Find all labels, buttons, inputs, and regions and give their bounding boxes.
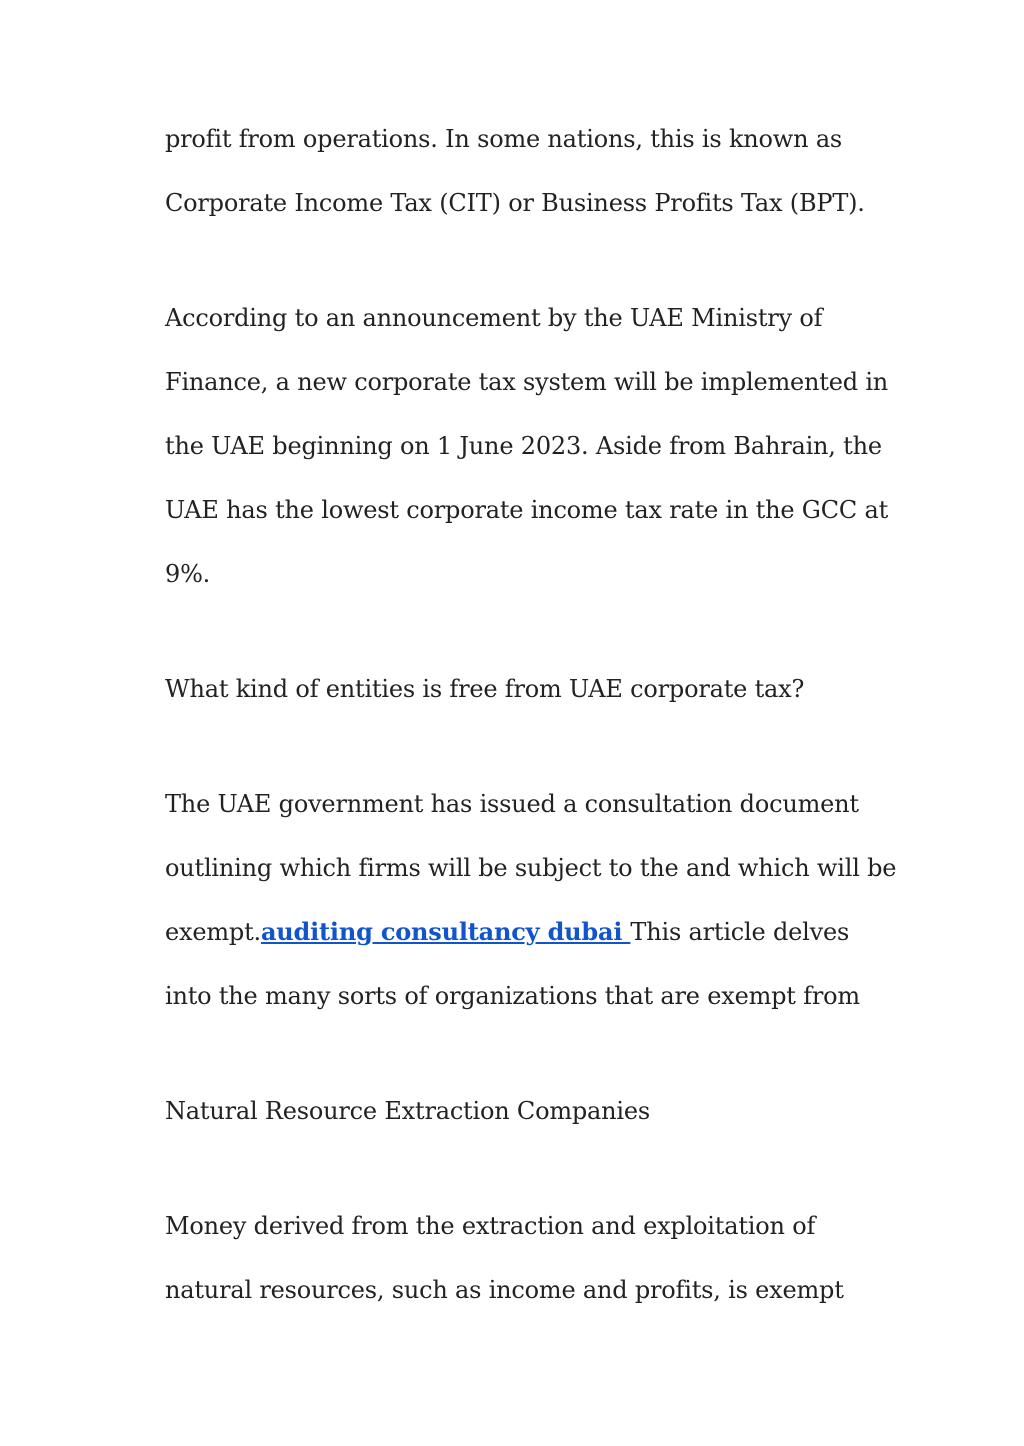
paragraph-line-with-link [165, 917, 849, 947]
auditing-consultancy-link[interactable]: auditing consultancy dubai [260, 917, 631, 946]
paragraph-line: Money derived from the extraction and exploitation of [165, 1212, 816, 1240]
line-text-before-link: exempt. [165, 918, 261, 946]
paragraph-line: Corporate Income Tax (CIT) or Business Profits Tax (BPT). [165, 189, 865, 217]
section-heading: Natural Resource Extraction Companies [165, 1097, 651, 1125]
paragraph-line: According to an announcement by the UAE Ministry of [165, 304, 823, 332]
paragraph-line: into the many sorts of organizations that are exempt from [165, 982, 860, 1010]
paragraph-line: Finance, a new corporate tax system will be implemented in [165, 368, 889, 396]
paragraph-line: the UAE beginning on 1 June 2023. Aside from Bahrain, the [165, 432, 882, 460]
paragraph-line: profit from operations. In some nations, this is known as [165, 125, 843, 153]
section-heading: What kind of entities is free from UAE corporate tax? [165, 675, 805, 703]
paragraph-line: outlining which firms will be subject to the and which will be [165, 854, 897, 882]
paragraph-line: 9%. [165, 560, 211, 588]
paragraph-line: UAE has the lowest corporate income tax rate in the GCC at [165, 496, 889, 524]
paragraph-line: The UAE government has issued a consultation document [165, 790, 859, 818]
line-text-after-link: This article delves [630, 918, 850, 946]
paragraph-line: natural resources, such as income and profits, is exempt [165, 1276, 844, 1304]
